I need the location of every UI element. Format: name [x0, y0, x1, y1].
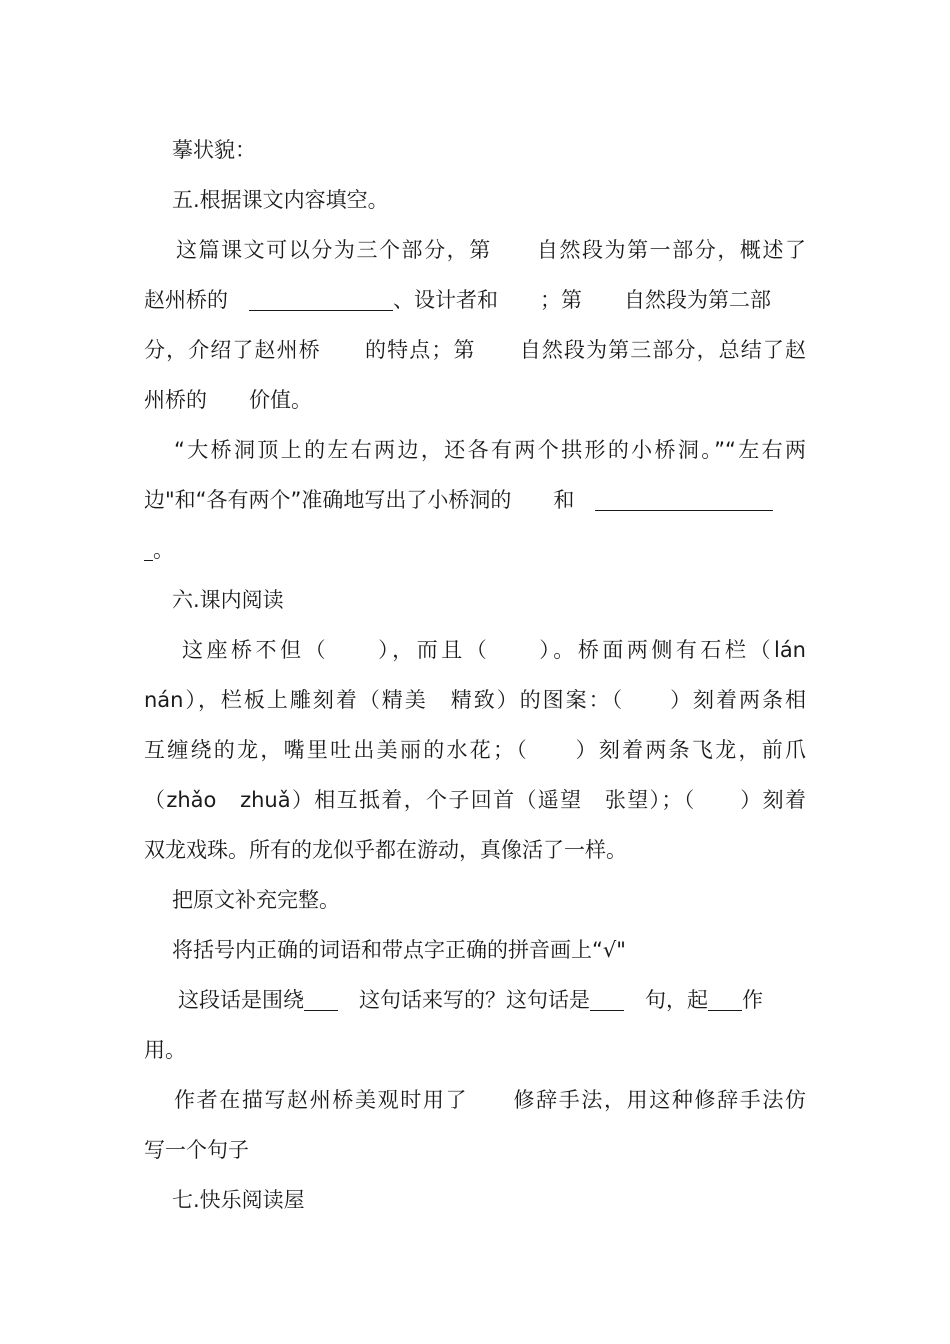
paragraph-line: nán），栏板上雕刻着（精美 精致）的图案：（ ）刻着两条相 — [144, 688, 806, 712]
paragraph-line: 分，介绍了赵州桥 的特点；第 自然段为第三部分，总结了赵 — [144, 338, 806, 362]
text-fragment: 。 — [153, 538, 174, 562]
paragraph-line — [144, 485, 806, 515]
section-6-heading: 六.课内阅读 — [172, 588, 284, 612]
question-line — [178, 985, 806, 1015]
paragraph-line — [144, 535, 806, 565]
instruction-line: 将括号内正确的词语和带点字正确的拼音画上“√" — [172, 938, 626, 962]
text-fragment: 作 — [742, 988, 763, 1012]
blank-underline — [595, 488, 773, 511]
text-fragment: 这句话来写的？这句话是 — [338, 988, 590, 1012]
question-line: 写一个句子 — [144, 1138, 249, 1162]
question-line: 用。 — [144, 1038, 186, 1062]
blank-underline — [304, 988, 338, 1011]
paragraph-line: “大桥洞顶上的左右两边，还各有两个拱形的小桥洞。”“左右两 — [174, 438, 806, 462]
text-fragment: 句，起 — [624, 988, 708, 1012]
paragraph-line: 这篇课文可以分为三个部分，第 自然段为第一部分，概述了 — [176, 238, 806, 262]
blank-underline — [249, 288, 393, 311]
text-fragment: 边"和“各有两个”准确地写出了小桥洞的 和 — [144, 488, 596, 512]
text-fragment: 、设计者和 ；第 自然段为第二部 — [393, 288, 771, 312]
paragraph-line: 双龙戏珠。所有的龙似乎都在游动，真像活了一样。 — [144, 838, 627, 862]
paragraph-line: 互缠绕的龙，嘴里吐出美丽的水花；（ ）刻着两条飞龙，前爪 — [144, 738, 806, 762]
section-5-heading: 五.根据课文内容填空。 — [172, 188, 389, 212]
blank-underline — [708, 988, 742, 1011]
blank-underline — [144, 538, 153, 561]
paragraph-line: 州桥的 价值。 — [144, 388, 312, 412]
paragraph-line — [144, 285, 806, 315]
instruction-line: 把原文补充完整。 — [172, 888, 340, 912]
paragraph-line: （zhǎo zhuǎ）相互抵着，个子回首（遥望 张望）；（ ）刻着 — [144, 788, 806, 812]
section-7-heading: 七.快乐阅读屋 — [172, 1188, 305, 1212]
blank-underline — [590, 988, 624, 1011]
text-fragment: 赵州桥的 — [144, 288, 249, 312]
line-describe-shape: 摹状貌： — [172, 138, 256, 162]
text-fragment: 这段话是围绕 — [178, 988, 304, 1012]
paragraph-line: 这座桥不但（ ），而且（ ）。桥面两侧有石栏（lán — [182, 638, 806, 662]
question-line: 作者在描写赵州桥美观时用了 修辞手法，用这种修辞手法仿 — [174, 1088, 806, 1112]
